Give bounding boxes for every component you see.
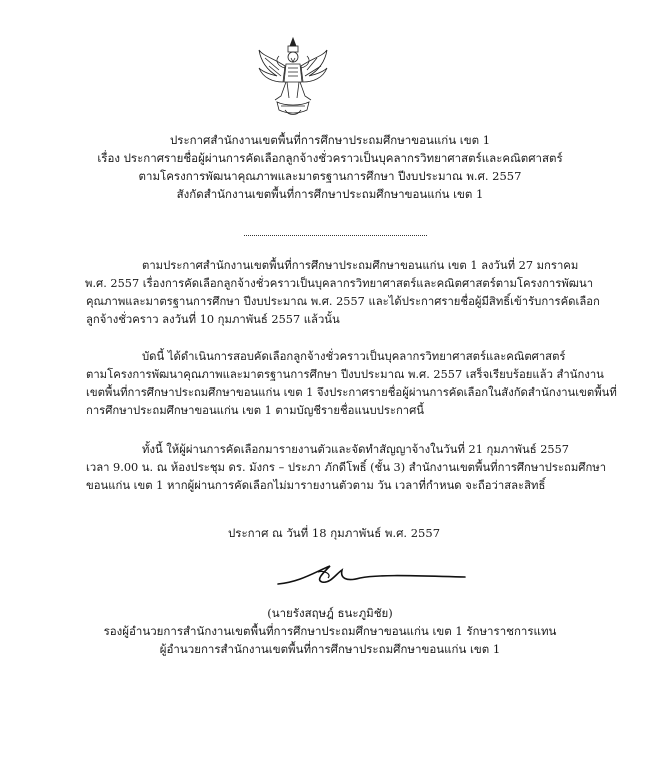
signer-title-acting: รองผู้อำนวยการสำนักงานเขตพื้นที่การศึกษาประถมศึกษาขอนแก่น เขต 1 รักษาราชการแทน bbox=[103, 624, 557, 638]
signer-name: (นายรังสฤษฎ์ ธนะภูมิชัย) bbox=[267, 606, 393, 620]
subject-line-project: ตามโครงการพัฒนาคุณภาพและมาตรฐานการศึกษา ปีงบประมาณ พ.ศ. 2557 bbox=[138, 169, 522, 183]
announcement-heading: ประกาศสำนักงานเขตพื้นที่การศึกษาประถมศึกษาขอนแก่น เขต 1 bbox=[169, 133, 491, 147]
paragraph-3 bbox=[86, 441, 607, 495]
paragraph-3-line: ทั้งนี้ ให้ผู้ผ่านการคัดเลือกมารายงานตัวและจัดทำสัญญาจ้างในวันที่ 21 กุมภาพันธ์ 2557 bbox=[142, 443, 569, 456]
paragraph-3-line: ขอนแก่น เขต 1 หากผู้ผ่านการคัดเลือกไม่มารายงานตัวตาม วัน เวลาที่กำหนด จะถือว่าสละสิทธิ์ bbox=[86, 479, 546, 492]
paragraph-2-line: เขตพื้นที่การศึกษาประถมศึกษาขอนแก่น เขต 1 จึงประกาศรายชื่อผู้ผ่านการคัดเลือกในสังกัดสำนักงานเขตพื้นที่ bbox=[86, 386, 617, 399]
paragraph-1-line: พ.ศ. 2557 เรื่องการคัดเลือกลูกจ้างชั่วคราวเป็นบุคลากรวิทยาศาสตร์และคณิตศาสตร์ตามโครงการพัฒนา bbox=[85, 277, 594, 290]
paragraph-1-line: คุณภาพและมาตรฐานการศึกษา ปีงบประมาณ พ.ศ. 2557 และได้ประกาศรายชื่อผู้มีสิทธิ์เข้ารับการคัดเลือก bbox=[86, 295, 600, 308]
garuda-emblem-icon bbox=[255, 36, 331, 120]
paragraph-2-line: ตามโครงการพัฒนาคุณภาพและมาตรฐานการศึกษา ปีงบประมาณ พ.ศ. 2557 เสร็จเรียบร้อยแล้ว สำนักงาน bbox=[86, 368, 604, 381]
subject-line: เรื่อง ประกาศรายชื่อผู้ผ่านการคัดเลือกลูกจ้างชั่วคราวเป็นบุคลากรวิทยาศาสตร์และคณิตศาสตร์ bbox=[97, 151, 563, 165]
announcement-date: ประกาศ ณ วันที่ 18 กุมภาพันธ์ พ.ศ. 2557 bbox=[228, 526, 441, 540]
paragraph-3-line: เวลา 9.00 น. ณ ห้องประชุม ดร. มังกร – ประภา ภักดีโพธิ์ (ชั้น 3) สำนักงานเขตพื้นที่การศึกษาประถมศึกษา bbox=[86, 461, 607, 474]
paragraph-2 bbox=[86, 348, 617, 420]
subject-line-affiliation: สังกัดสำนักงานเขตพื้นที่การศึกษาประถมศึกษาขอนแก่น เขต 1 bbox=[176, 187, 484, 201]
handwritten-signature bbox=[270, 560, 470, 590]
signer-title-director: ผู้อำนวยการสำนักงานเขตพื้นที่การศึกษาประถมศึกษาขอนแก่น เขต 1 bbox=[159, 642, 501, 656]
paragraph-1-line: ลูกจ้างชั่วคราว ลงวันที่ 10 กุมภาพันธ์ 2557 แล้วนั้น bbox=[86, 313, 340, 326]
paragraph-2-line: การศึกษาประถมศึกษาขอนแก่น เขต 1 ตามบัญชีรายชื่อแนบประกาศนี้ bbox=[86, 404, 425, 417]
separator bbox=[244, 235, 427, 236]
paragraph-1 bbox=[85, 257, 600, 329]
paragraph-2-line: บัดนี้ ได้ดำเนินการสอบคัดเลือกลูกจ้างชั่วคราวเป็นบุคลากรวิทยาศาสตร์และคณิตศาสตร์ bbox=[142, 350, 566, 363]
paragraph-1-line: ตามประกาศสำนักงานเขตพื้นที่การศึกษาประถมศึกษาขอนแก่น เขต 1 ลงวันที่ 27 มกราคม bbox=[142, 259, 579, 272]
